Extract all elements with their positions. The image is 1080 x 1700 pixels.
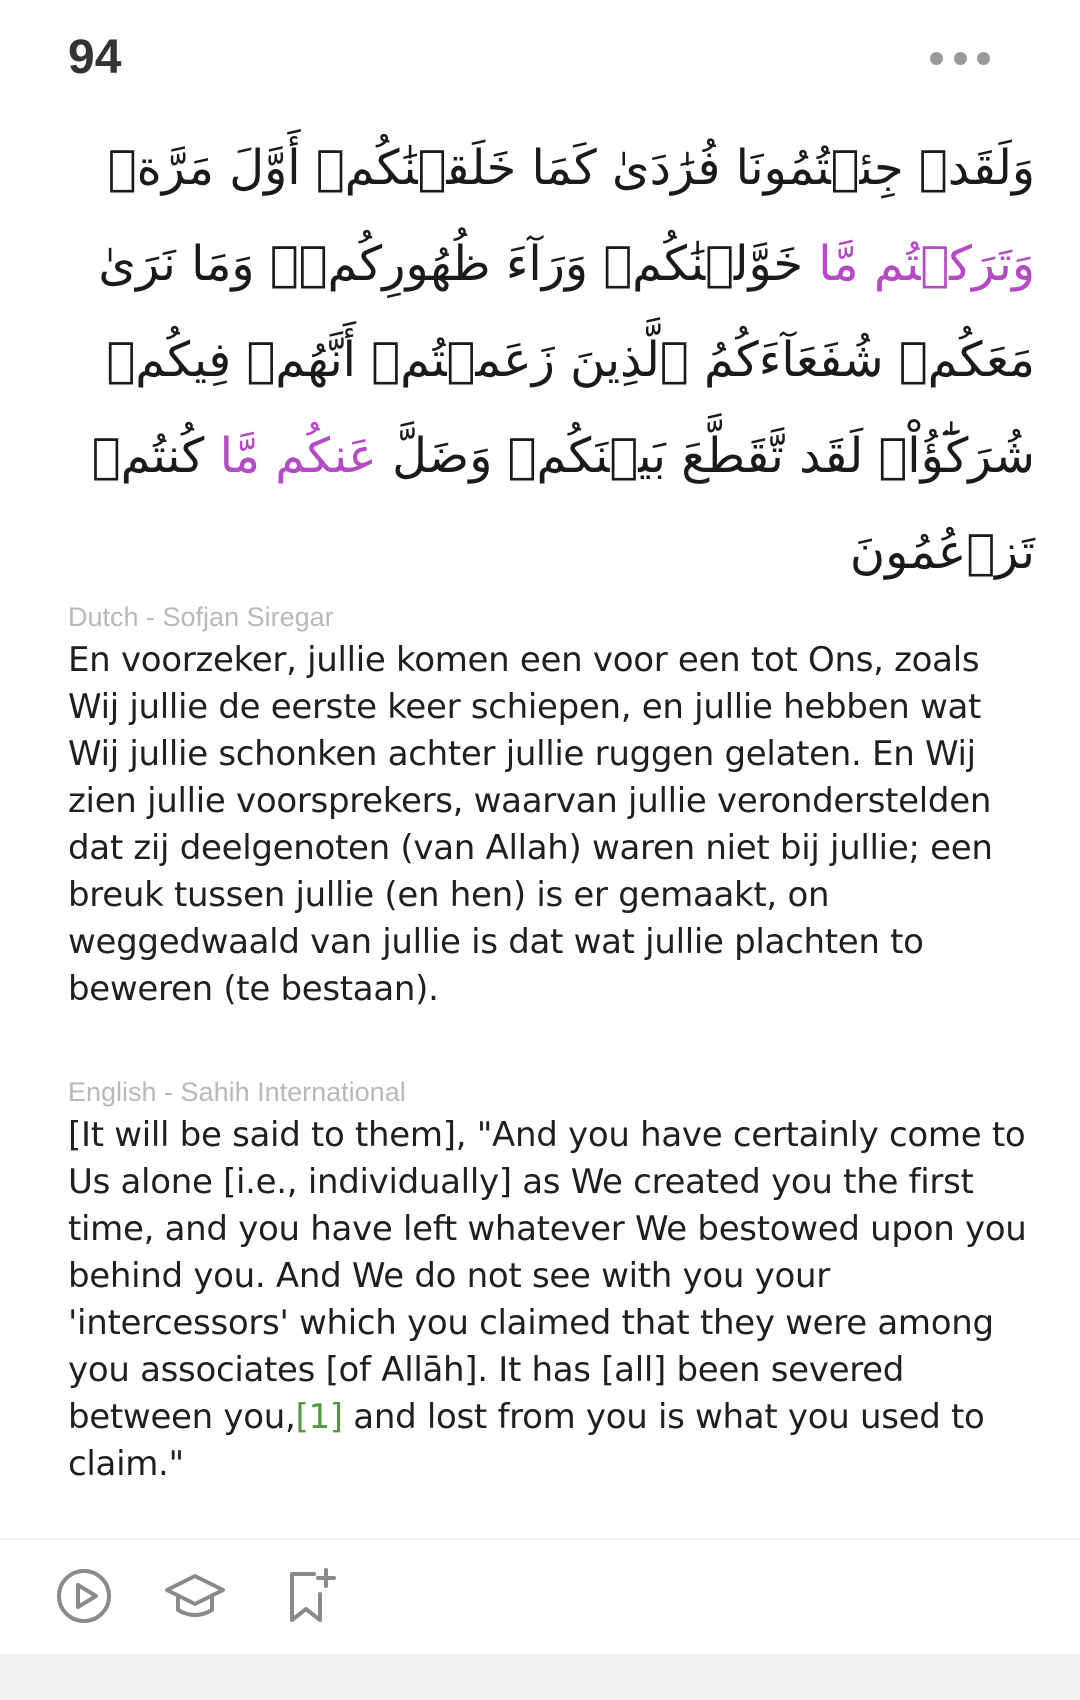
translation-text-english[interactable] — [68, 1112, 1028, 1488]
arabic-word[interactable]: شُفَعَآءَكُمُ — [703, 332, 884, 388]
more-horizontal-icon — [930, 52, 943, 65]
verse-number: 94 — [68, 31, 122, 84]
arabic-word[interactable]: مَرَّةٖ — [107, 140, 214, 196]
arabic-word[interactable]: فُرَٰدَىٰ — [612, 140, 721, 196]
arabic-word[interactable]: لَقَد — [799, 428, 864, 484]
bottom-system-bar — [0, 1654, 1080, 1700]
learn-button[interactable] — [163, 1564, 227, 1628]
arabic-word[interactable]: خَوَّلۡنَٰكُمۡ — [603, 236, 804, 292]
graduation-cap-icon — [163, 1564, 227, 1628]
arabic-verse-text[interactable] — [50, 120, 1035, 600]
arabic-word[interactable]: جِئۡتُمُونَا — [735, 140, 904, 196]
arabic-word[interactable]: كَمَا — [531, 140, 597, 196]
verse-action-toolbar — [0, 1540, 1080, 1654]
translation-label-dutch: Dutch - Sofjan Siregar — [68, 602, 334, 632]
arabic-word[interactable]: مَعَكُمۡ — [898, 332, 1035, 388]
arabic-word[interactable]: خَلَقۡنَٰكُمۡ — [315, 140, 517, 196]
arabic-word[interactable]: أَنَّهُمۡ — [246, 332, 357, 388]
arabic-word[interactable]: عَنكُم — [275, 428, 377, 484]
bookmark-add-icon — [278, 1564, 342, 1628]
arabic-word[interactable]: زَعَمۡتُمۡ — [371, 332, 555, 388]
arabic-word[interactable]: أَوَّلَ — [229, 140, 301, 196]
bookmark-button[interactable] — [278, 1564, 342, 1628]
play-circle-icon — [52, 1564, 116, 1628]
arabic-word[interactable]: مَّا — [818, 236, 859, 292]
arabic-word[interactable]: وَرَآءَ — [505, 236, 589, 292]
arabic-word[interactable]: كُنتُمۡ — [91, 428, 205, 484]
arabic-word[interactable]: وَلَقَدۡ — [918, 140, 1035, 196]
arabic-word[interactable]: تَزۡعُمُونَ — [849, 524, 1035, 580]
translation-text-dutch[interactable]: En voorzeker, jullie komen een voor een tot Ons, zoals Wij jullie de eerste keer schiepen, en jullie hebben wat Wij jullie schonken achter jullie ruggen gelaten. En Wij zien jullie voorsprekers, waarvan jullie veronderstelden dat zij deelgenoten (van Allah) waren niet bij jullie; een breuk tussen jullie (en hen) is er gemaakt, on weggedwaald van jullie is dat wat jullie plachten to beweren (te bestaan). — [68, 640, 993, 1009]
arabic-word[interactable]: بَيۡنَكُمۡ — [507, 428, 667, 484]
arabic-word[interactable]: فِيكُمۡ — [106, 332, 232, 388]
more-horizontal-icon-dot — [954, 52, 967, 65]
arabic-word[interactable]: وَتَرَكۡتُم — [873, 236, 1035, 292]
arabic-word[interactable]: شُرَكَٰٓؤُاْۚ — [878, 428, 1035, 484]
translation-label-english: English - Sahih International — [68, 1077, 406, 1107]
translation-text-english-part2: and lost from you is what you used to claim." — [68, 1397, 985, 1484]
verse-header — [0, 0, 1080, 120]
arabic-word[interactable]: مَّا — [219, 428, 260, 484]
arabic-word[interactable]: تَّقَطَّعَ — [681, 428, 784, 484]
translation-text-english-part1: [It will be said to them], "And you have certainly come to Us alone [i.e., individually] as We created you the first time, and you have left whatever We bestowed upon you behind you. And We do not see with you your 'intercessors' which you claimed that they were among you associates [of Allāh]. It has [all] been severed between you, — [68, 1115, 1027, 1437]
arabic-word[interactable]: ظُهُورِكُمۡۖ — [269, 236, 491, 292]
more-options-button[interactable] — [930, 40, 990, 76]
more-horizontal-icon-dot — [977, 52, 990, 65]
play-button[interactable] — [52, 1564, 116, 1628]
arabic-word[interactable]: وَضَلَّ — [392, 428, 493, 484]
arabic-word[interactable]: ٱلَّذِينَ — [570, 332, 689, 388]
arabic-word[interactable]: وَمَا — [191, 236, 255, 292]
footnote-link[interactable]: [1] — [295, 1397, 343, 1437]
arabic-word[interactable]: نَرَىٰ — [98, 236, 176, 292]
